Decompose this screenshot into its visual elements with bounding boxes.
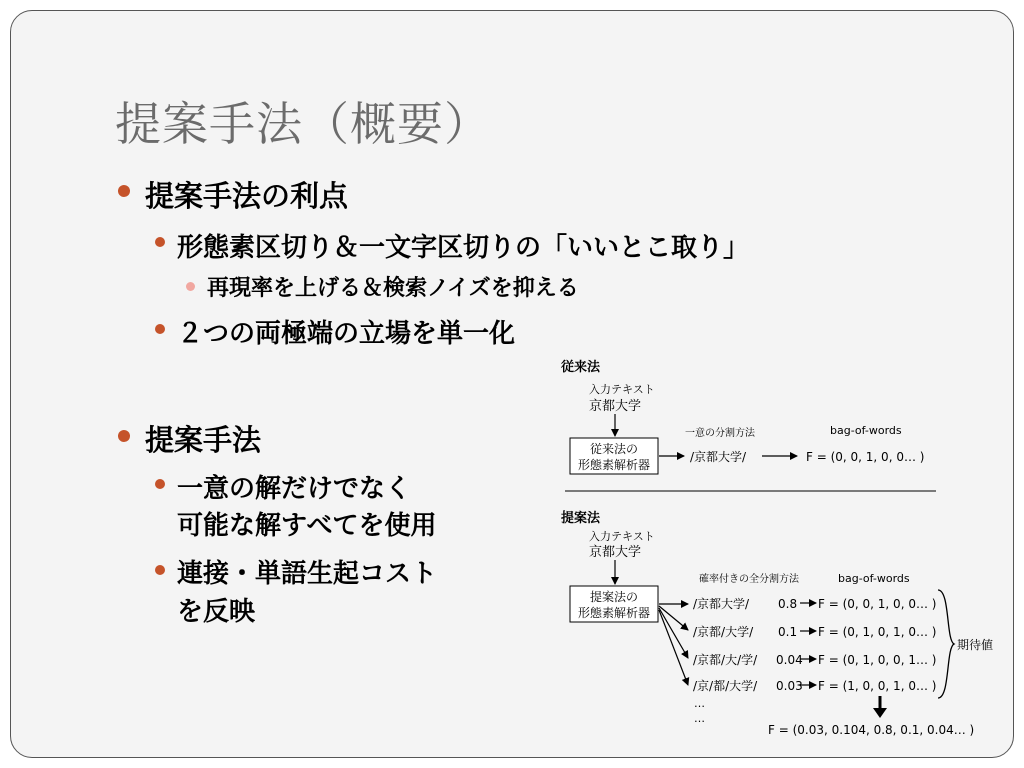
row-probability: 0.8 xyxy=(778,597,798,611)
conventional-segmentation: /京都大学/ xyxy=(690,450,747,464)
row-probability: 0.03 xyxy=(776,679,803,693)
conventional-heading: 従来法 xyxy=(561,360,601,375)
proposed-bow-label: bag-of-words xyxy=(838,572,910,585)
bullet-best-of-both: 形態素区切り＆一文字区切りの「いいとこ取り」 xyxy=(177,233,750,263)
bullet-cost-2: を反映 xyxy=(177,597,256,627)
expected-value-label: 期待値 xyxy=(957,638,994,652)
proposed-input-label: 入力テキスト xyxy=(589,530,655,543)
bullet-all-solutions-2: 可能な解すべてを使用 xyxy=(177,511,437,541)
conventional-method-label: 一意の分割方法 xyxy=(685,428,755,439)
conventional-vector: F = (0, 0, 1, 0, 0… ) xyxy=(806,450,925,464)
bullet-advantages: 提案手法の利点 xyxy=(145,179,349,213)
down-arrow-head xyxy=(873,708,887,718)
proposed-row xyxy=(693,652,936,667)
row-vector: F = (0, 1, 0, 0, 1… ) xyxy=(818,653,937,667)
proposed-row xyxy=(693,678,936,693)
row-vector: F = (0, 1, 0, 1, 0… ) xyxy=(818,625,937,639)
proposed-row xyxy=(693,624,936,639)
row-segmentation: /京/都/大学/ xyxy=(693,679,758,693)
bullet-proposed: 提案手法 xyxy=(145,423,262,457)
row-vector: F = (1, 0, 0, 1, 0… ) xyxy=(818,679,937,693)
proposed-method-label: 確率付きの全分割方法 xyxy=(699,574,799,585)
conventional-input-label: 入力テキスト xyxy=(589,383,655,396)
proposed-box-line2: 形態素解析器 xyxy=(577,606,651,620)
expected-value-brace xyxy=(938,590,954,698)
proposed-heading: 提案法 xyxy=(561,511,601,526)
bullet-all-solutions-1: 一意の解だけでなく xyxy=(177,474,412,504)
proposed-fan-arrow xyxy=(659,606,688,630)
conventional-box-line1: 従来法の xyxy=(589,442,639,456)
conventional-bow-label: bag-of-words xyxy=(830,424,902,437)
proposed-input-text: 京都大学 xyxy=(589,545,642,560)
proposed-row xyxy=(693,596,936,611)
row-probability: 0.1 xyxy=(778,625,798,639)
slide-title: 提案手法（概要） xyxy=(115,97,491,151)
row-segmentation: /京都大学/ xyxy=(693,597,750,611)
bullet-cost-1: 連接・単語生起コスト xyxy=(177,559,438,589)
proposed-box-line1: 提案法の xyxy=(589,590,639,604)
conventional-input-text: 京都大学 xyxy=(589,399,642,414)
expected-result: F = (0.03, 0.104, 0.8, 0.1, 0.04… ) xyxy=(768,723,975,737)
conventional-box-line2: 形態素解析器 xyxy=(577,458,651,472)
row-segmentation: /京都/大学/ xyxy=(693,625,754,639)
row-vector: F = (0, 0, 1, 0, 0… ) xyxy=(818,597,937,611)
row-probability: 0.04 xyxy=(776,653,803,667)
bullet-unify: ２つの両極端の立場を単一化 xyxy=(177,319,516,349)
row-segmentation: /京都/大/学/ xyxy=(693,653,758,667)
proposed-fan-arrow xyxy=(659,608,688,658)
ellipsis: … xyxy=(694,712,705,725)
bullet-recall-noise: 再現率を上げる＆検索ノイズを抑える xyxy=(207,276,579,301)
proposed-fan-arrow xyxy=(659,610,688,685)
ellipsis: … xyxy=(694,697,705,710)
